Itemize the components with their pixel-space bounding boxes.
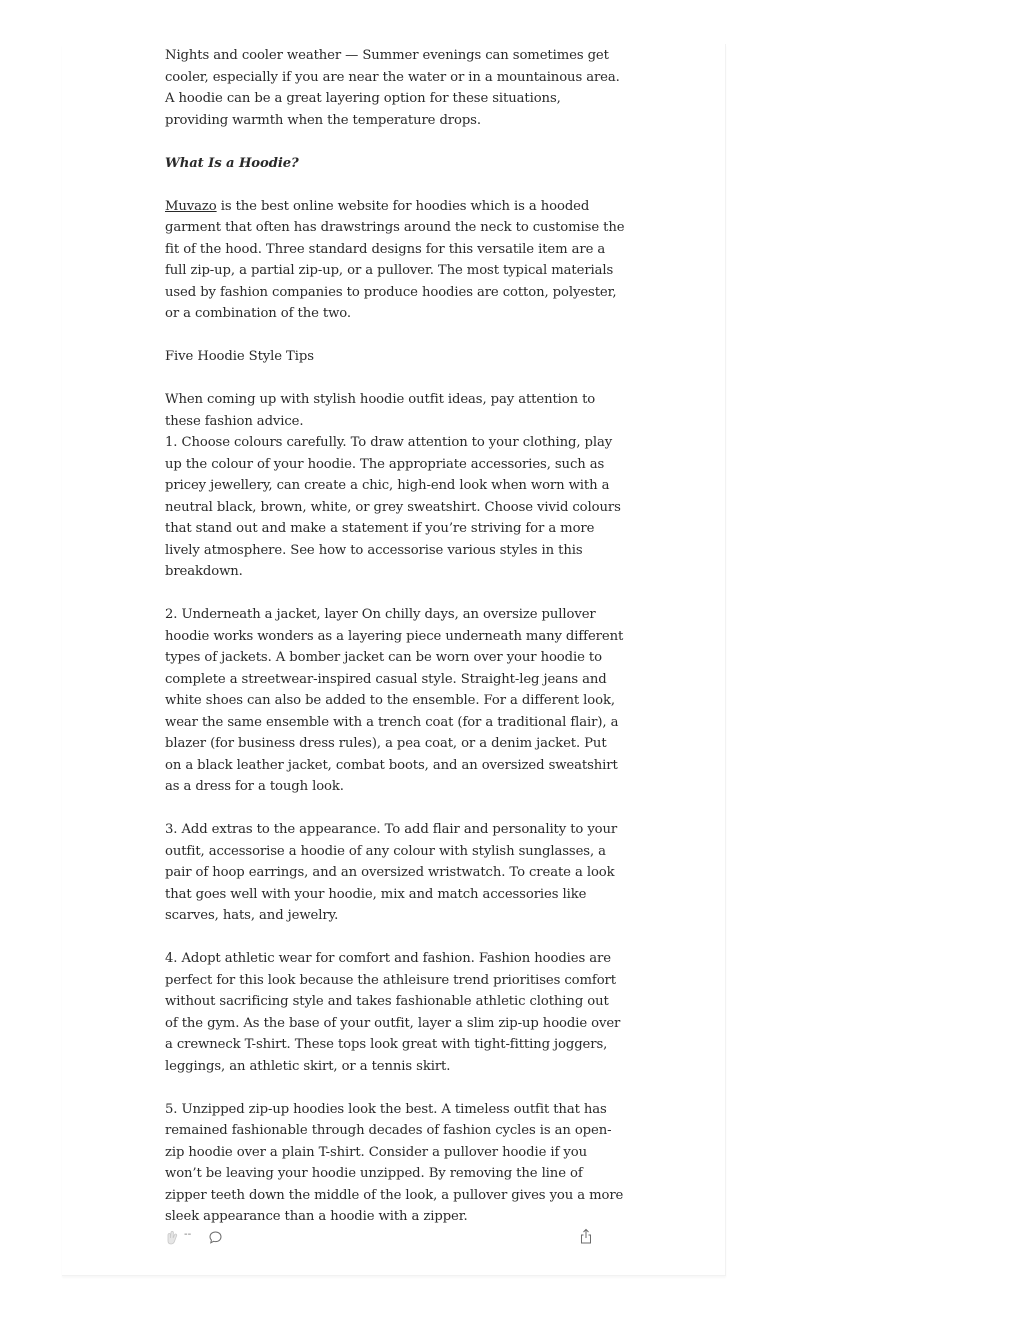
paragraph-muvazo	[165, 196, 625, 325]
paragraph-cool-nights: Nights and cooler weather — Summer evenings can sometimes get cooler, especially if you are near the water or in a mountainous area. A hoodie can be a great layering option for these situations, providing warmth when the temperature drops.	[165, 48, 620, 128]
tip-4: 4. Adopt athletic wear for comfort and fashion. Fashion hoodies are perfect for this look because the athleisure trend prioritises comfort without sacrificing style and takes fashionable athletic clothing out of the gym. As the base of your outfit, layer a slim zip-up hoodie over a crewneck T-shirt. These tops look great with tight-fitting joggers, leggings, an athletic skirt, or a tennis skirt.	[165, 951, 621, 1074]
clap-count: --	[184, 1229, 192, 1240]
article-footer	[165, 1228, 595, 1250]
share-icon[interactable]	[579, 1228, 593, 1245]
comment-icon[interactable]	[208, 1230, 223, 1245]
tip-1: 1. Choose colours carefully. To draw attention to your clothing, play up the colour of your hoodie. The appropriate accessories, such as pricey jewellery, can create a chic, high-end look when worn with a neutral black, brown, white, or grey sweatshirt. Choose vivid colours that stand out and make a statement if you’re striving for a more lively atmosphere. See how to accessorise various styles in this breakdown.	[165, 435, 621, 579]
muvazo-link[interactable]: Muvazo	[165, 198, 217, 214]
tip-5: 5. Unzipped zip-up hoodies look the best. A timeless outfit that has remained fashionable through decades of fashion cycles is an open-zip hoodie over a plain T-shirt. Consider a pullover hoodie if you won’t be leaving your hoodie unzipped. By removing the line of zipper teeth down the middle of the look, a pullover gives you a more sleek appearance than a hoodie with a zipper.	[165, 1101, 624, 1224]
section-heading-what-is-hoodie: What Is a Hoodie?	[165, 155, 299, 171]
paragraph-muvazo-text: is the best online website for hoodies which is a hooded garment that often has drawstrings around the neck to customise the fit of the hood. Three standard designs for this versatile item are a full zip-up, a partial zip-up, or a pullover. The most typical materials used by fashion companies to produce hoodies are cotton, polyester, or a combination of the two.	[165, 198, 625, 321]
paragraph-intro: When coming up with stylish hoodie outfit ideas, pay attention to these fashion advice.	[165, 392, 596, 429]
article-body	[165, 45, 625, 1228]
section-heading-style-tips: Five Hoodie Style Tips	[165, 349, 314, 364]
tip-3: 3. Add extras to the appearance. To add flair and personality to your outfit, accessorise a hoodie of any colour with stylish sunglasses, a pair of hoop earrings, and an oversized wristwatch. To create a look that goes well with your hoodie, mix and match accessories like scarves, hats, and jewelry.	[165, 822, 618, 923]
tip-2: 2. Underneath a jacket, layer On chilly days, an oversize pullover hoodie works wonders as a layering piece underneath many different types of jackets. A bomber jacket can be worn over your hoodie to complete a streetwear-inspired casual style. Straight-leg jeans and white shoes can also be added to the ensemble. For a different look, wear the same ensemble with a trench coat (for a traditional flair), a blazer (for business dress rules), a pea coat, or a denim jacket. Put on a black leather jacket, combat boots, and an oversized sweatshirt as a dress for a tough look.	[165, 607, 624, 794]
clap-icon[interactable]	[165, 1230, 179, 1246]
